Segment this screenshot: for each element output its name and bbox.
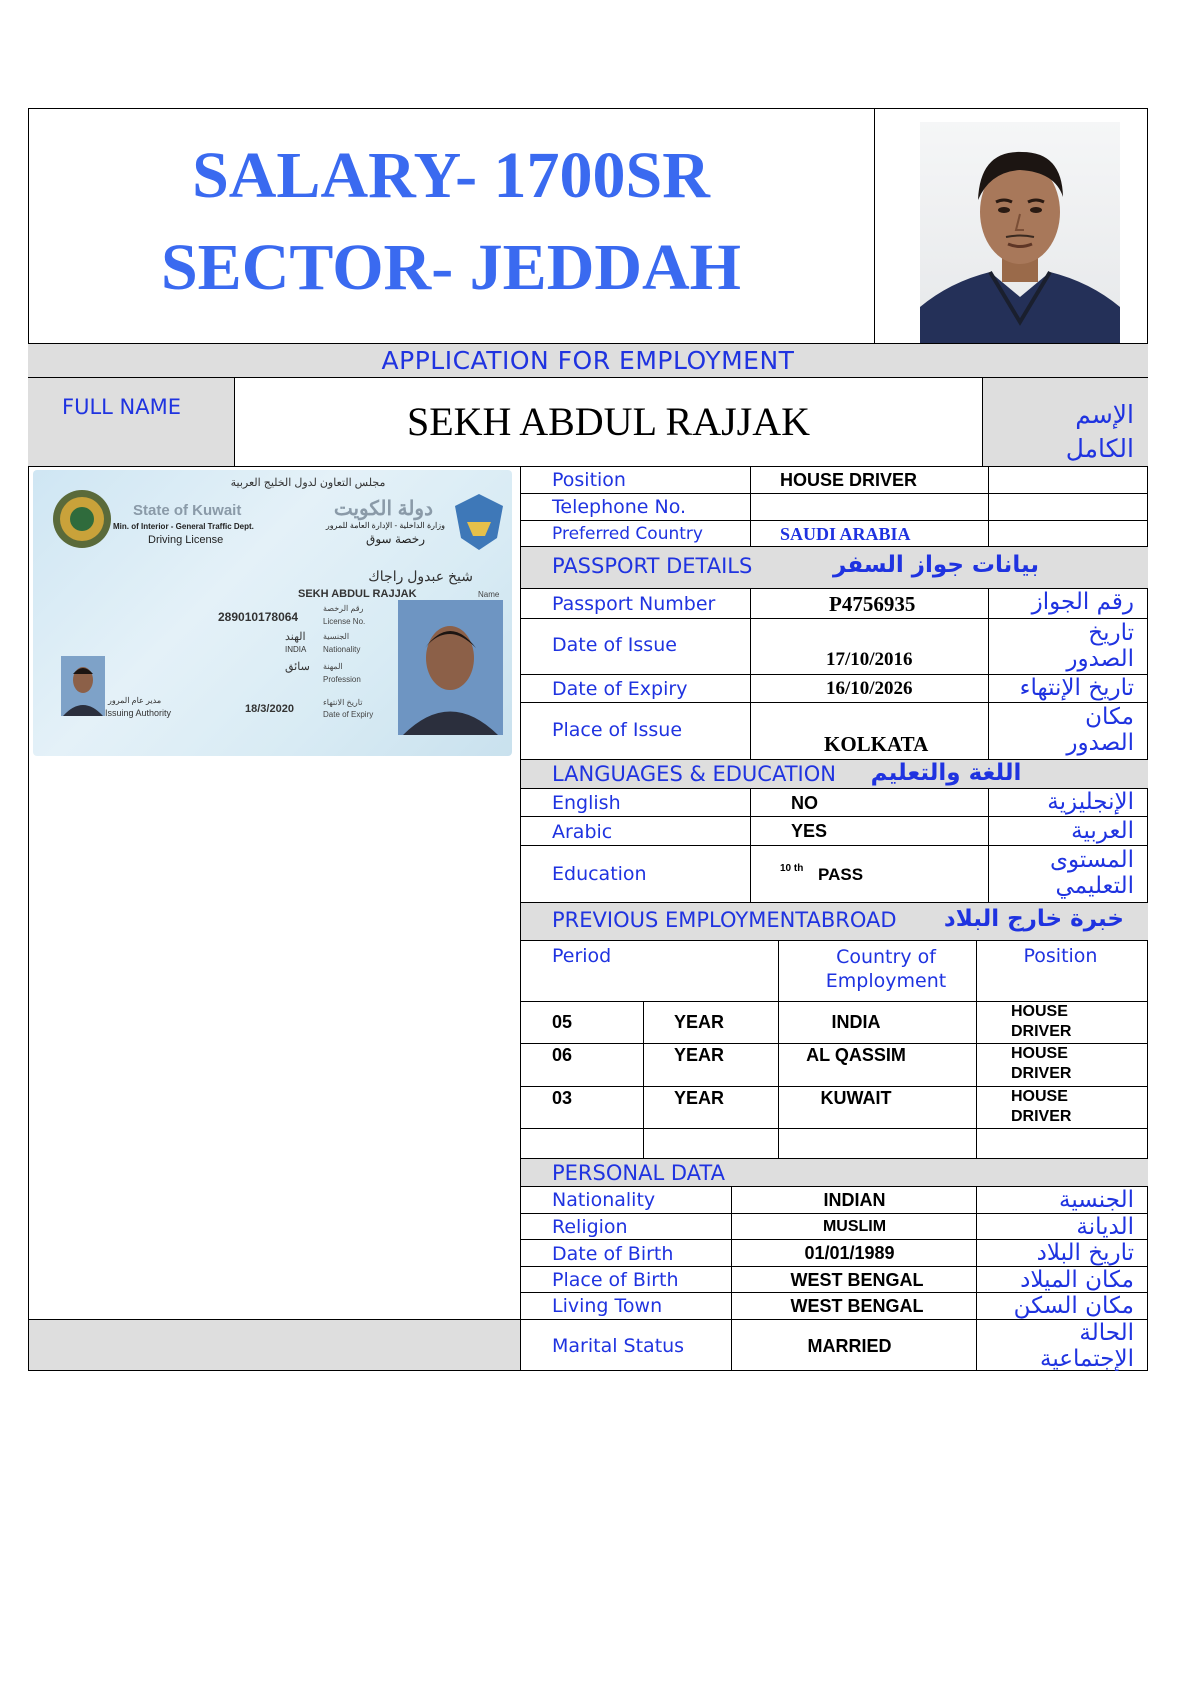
personal-col-2 bbox=[976, 1187, 977, 1371]
personal-row bbox=[521, 1187, 1148, 1214]
emp-position: HOUSE DRIVER bbox=[1011, 1045, 1072, 1082]
passport-row-number bbox=[521, 589, 1148, 619]
license-nationality-tag: Nationality bbox=[323, 645, 361, 654]
passport-header bbox=[521, 546, 1148, 589]
lang-col-2 bbox=[988, 789, 989, 902]
employment-title-ar: خبرة خارج البلاد bbox=[943, 906, 1124, 932]
applicant-photo bbox=[920, 122, 1120, 343]
country-value: SAUDI ARABIA bbox=[780, 524, 911, 544]
passport-col-1 bbox=[750, 589, 751, 759]
passport-number-ar: رقم الجواز bbox=[1031, 589, 1134, 615]
table-row bbox=[521, 1044, 1148, 1087]
languages-header bbox=[521, 759, 1148, 789]
place-of-issue-label: Place of Issue bbox=[552, 719, 683, 741]
employment-header bbox=[521, 902, 1148, 941]
marital-row bbox=[521, 1320, 1148, 1371]
position-label: Position bbox=[552, 469, 626, 491]
license-profession-tag-ar: المهنة bbox=[323, 662, 343, 671]
education-ar: المستوى التعليمي bbox=[1049, 847, 1134, 900]
license-state-ar: دولة الكويت bbox=[333, 498, 433, 520]
lang-row-education bbox=[521, 846, 1148, 902]
full-name-value: SEKH ABDUL RAJJAK bbox=[406, 399, 810, 444]
license-number-tag: License No. bbox=[323, 617, 366, 626]
english-ar: الإنجليزية bbox=[1047, 789, 1134, 815]
date-of-issue-value: 17/10/2016 bbox=[826, 649, 913, 670]
personal-ar: مكان الميلاد bbox=[1020, 1267, 1134, 1293]
telephone-label: Telephone No. bbox=[552, 496, 687, 518]
personal-label: Date of Birth bbox=[552, 1243, 674, 1265]
personal-value: MUSLIM bbox=[822, 1218, 887, 1235]
place-of-issue-value: KOLKATA bbox=[824, 732, 929, 756]
header-divider bbox=[874, 108, 875, 343]
license-expiry: 18/3/2020 bbox=[245, 703, 294, 715]
personal-label: Living Town bbox=[552, 1295, 663, 1317]
license-small-photo bbox=[61, 656, 105, 716]
emp-years: 06 bbox=[552, 1045, 573, 1065]
license-authority: Issuing Authority bbox=[105, 708, 172, 718]
english-label: English bbox=[552, 792, 621, 814]
full-name-value-cell bbox=[235, 378, 982, 467]
col-country: Country of Employment bbox=[825, 946, 947, 992]
passport-number-value: P4756935 bbox=[829, 592, 916, 616]
license-name-en: SEKH ABDUL RAJJAK bbox=[298, 588, 417, 600]
table-row bbox=[521, 1087, 1148, 1129]
employment-title: PREVIOUS EMPLOYMENTABROAD bbox=[552, 908, 897, 932]
personal-row bbox=[521, 1214, 1148, 1240]
arabic-label: Arabic bbox=[552, 821, 613, 843]
passport-number-label: Passport Number bbox=[552, 593, 716, 615]
english-value: NO bbox=[791, 793, 818, 813]
personal-ar: مكان السكن bbox=[1013, 1293, 1134, 1319]
emp-col-2 bbox=[778, 941, 779, 1158]
languages-title: LANGUAGES & EDUCATION bbox=[552, 762, 836, 786]
personal-value: WEST BENGAL bbox=[790, 1270, 924, 1290]
personal-row bbox=[521, 1240, 1148, 1267]
full-name-label: FULL NAME bbox=[62, 395, 181, 419]
personal-title: PERSONAL DATA bbox=[552, 1161, 725, 1185]
basic-line-2 bbox=[521, 520, 1148, 521]
kuwait-emblem-icon bbox=[453, 492, 505, 552]
form-title-bar bbox=[28, 343, 1148, 378]
emp-unit: YEAR bbox=[674, 1012, 725, 1032]
employment-column-header bbox=[521, 941, 1148, 1002]
license-gcc-ar: مجلس التعاون لدول الخليج العربية bbox=[230, 477, 386, 489]
passport-title-ar: بيانات جواز السفر bbox=[833, 552, 1039, 578]
arabic-ar: العربية bbox=[1071, 818, 1134, 844]
date-of-issue-ar: تاريخ الصدور bbox=[1066, 620, 1134, 673]
personal-label: Religion bbox=[552, 1216, 628, 1238]
salary-text: SALARY- 1700SR bbox=[192, 139, 710, 212]
license-type: Driving License bbox=[148, 534, 224, 546]
basic-col-1 bbox=[750, 467, 751, 546]
marital-label: Marital Status bbox=[552, 1335, 685, 1357]
passport-row-place bbox=[521, 703, 1148, 759]
license-large-photo bbox=[398, 600, 503, 735]
row-telephone bbox=[521, 493, 1148, 520]
date-of-expiry-label: Date of Expiry bbox=[552, 678, 688, 700]
license-type-ar: رخصة سوق bbox=[366, 532, 425, 546]
full-name-arabic: الإسم الكامل bbox=[1065, 400, 1134, 463]
license-expiry-tag-ar: تاريخ الانتهاء bbox=[323, 698, 363, 707]
passport-row-expiry bbox=[521, 675, 1148, 703]
emp-col-1 bbox=[643, 1002, 644, 1158]
passport-row-issue bbox=[521, 619, 1148, 675]
date-of-issue-label: Date of Issue bbox=[552, 634, 677, 656]
date-of-expiry-value: 16/10/2026 bbox=[826, 678, 913, 699]
license-number-tag-ar: رقم الرخصة bbox=[323, 604, 364, 613]
marital-value: MARRIED bbox=[807, 1336, 892, 1356]
col-position: Position bbox=[1023, 945, 1098, 967]
emp-position: HOUSE DRIVER bbox=[1011, 1003, 1072, 1040]
emp-years: 05 bbox=[552, 1012, 573, 1032]
col-period: Period bbox=[552, 945, 612, 967]
education-label: Education bbox=[552, 863, 647, 885]
table-row bbox=[521, 1002, 1148, 1044]
lang-row-arabic bbox=[521, 817, 1148, 846]
basic-line-1 bbox=[521, 493, 1148, 494]
country-label: Preferred Country bbox=[552, 524, 703, 544]
personal-value: WEST BENGAL bbox=[790, 1296, 924, 1316]
emp-years: 03 bbox=[552, 1088, 573, 1108]
personal-label: Nationality bbox=[552, 1189, 656, 1211]
lang-col-1 bbox=[750, 789, 751, 902]
emp-col-3 bbox=[976, 941, 977, 1158]
license-name-tag: Name bbox=[478, 590, 500, 599]
form-title: APPLICATION FOR EMPLOYMENT bbox=[381, 346, 795, 375]
license-nationality-en: INDIA bbox=[285, 645, 307, 654]
license-ministry: Min. of Interior - General Traffic Dept. bbox=[113, 522, 254, 531]
passport-title: PASSPORT DETAILS bbox=[552, 554, 753, 578]
emp-unit: YEAR bbox=[674, 1045, 725, 1065]
table-row bbox=[521, 1129, 1148, 1158]
license-state-en: State of Kuwait bbox=[133, 502, 242, 519]
lang-row-english bbox=[521, 789, 1148, 817]
emp-country: KUWAIT bbox=[820, 1088, 892, 1108]
license-number: 289010178064 bbox=[218, 610, 299, 624]
place-of-issue-ar: مكان الصدور bbox=[1066, 704, 1134, 757]
driving-license-image bbox=[33, 470, 512, 756]
marital-ar: الحالة الإجتماعية bbox=[1040, 1320, 1134, 1371]
basic-col-2 bbox=[988, 467, 989, 546]
personal-col-1 bbox=[731, 1187, 732, 1371]
personal-row bbox=[521, 1293, 1148, 1319]
license-profession-tag: Profession bbox=[323, 675, 361, 684]
passport-col-2 bbox=[988, 589, 989, 759]
personal-row bbox=[521, 1267, 1148, 1293]
bottom-left-gray bbox=[29, 1320, 520, 1370]
header-block bbox=[28, 108, 874, 343]
personal-label: Place of Birth bbox=[552, 1269, 679, 1291]
license-expiry-tag: Date of Expiry bbox=[323, 710, 374, 719]
emp-position: HOUSE DRIVER bbox=[1011, 1088, 1072, 1125]
gcc-emblem-icon bbox=[51, 488, 113, 550]
arabic-value: YES bbox=[791, 821, 828, 841]
personal-value: 01/01/1989 bbox=[804, 1243, 895, 1263]
full-name-arabic-cell bbox=[982, 378, 1148, 467]
emp-country: AL QASSIM bbox=[806, 1045, 906, 1065]
personal-ar: تاريخ البلاد bbox=[1036, 1240, 1134, 1266]
row-position bbox=[521, 467, 1148, 493]
personal-header bbox=[521, 1158, 1148, 1187]
personal-ar: الجنسية bbox=[1059, 1187, 1134, 1213]
emp-unit: YEAR bbox=[674, 1088, 725, 1108]
education-sup: 10 th bbox=[780, 863, 804, 874]
license-profession-ar: سائق bbox=[285, 661, 310, 673]
license-nationality-tag-ar: الجنسية bbox=[323, 632, 350, 641]
license-name-ar: شيخ عبدول راجاك bbox=[368, 568, 473, 584]
position-value: HOUSE DRIVER bbox=[780, 470, 918, 490]
personal-ar: الديانة bbox=[1076, 1214, 1134, 1240]
full-name-label-cell bbox=[28, 378, 234, 467]
license-authority-ar: مدير عام المرور bbox=[108, 696, 162, 705]
license-ministry-ar: وزارة الداخلية - الإدارة العامة للمرور bbox=[325, 521, 445, 530]
personal-value: INDIAN bbox=[823, 1190, 886, 1210]
emp-country: INDIA bbox=[831, 1012, 881, 1032]
languages-title-ar: اللغة والتعليم bbox=[870, 760, 1022, 786]
row-country bbox=[521, 520, 1148, 546]
date-of-expiry-ar: تاريخ الإنتهاء bbox=[1019, 675, 1134, 701]
sector-text: SECTOR- JEDDAH bbox=[160, 231, 742, 304]
education-value: PASS bbox=[818, 865, 864, 884]
license-nationality-ar: الهند bbox=[285, 631, 306, 643]
